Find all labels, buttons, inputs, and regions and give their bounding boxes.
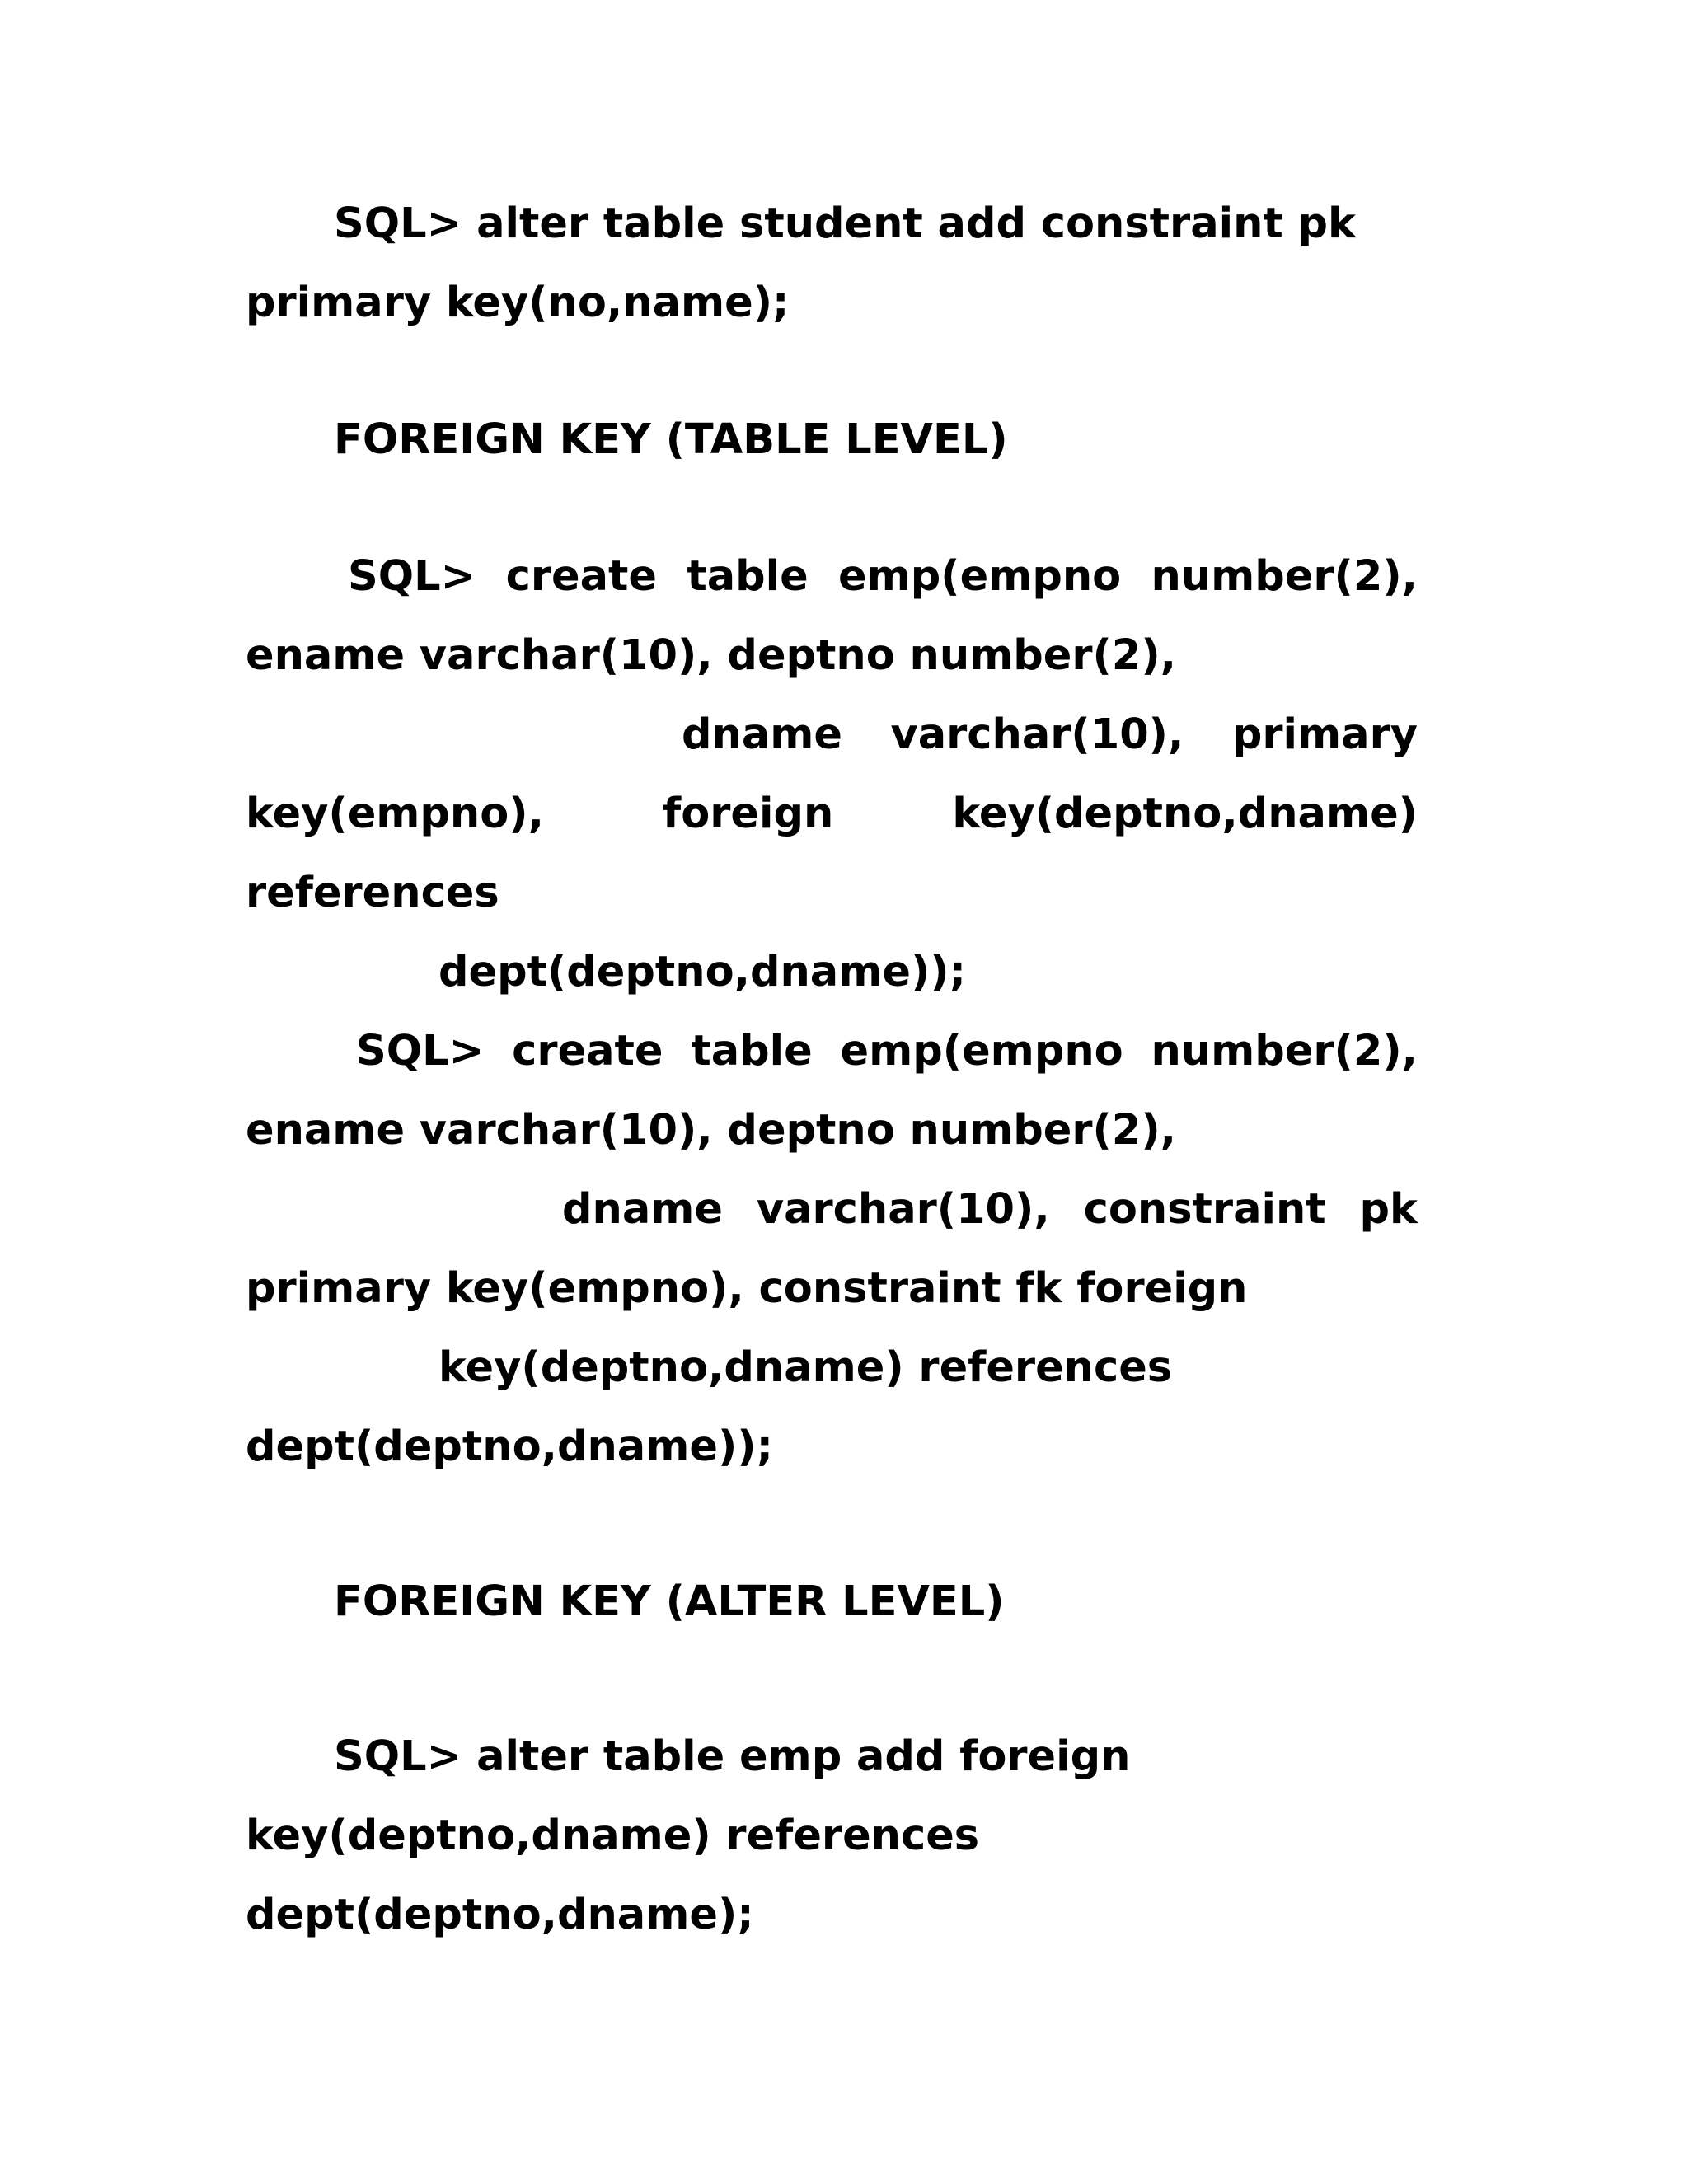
- sql-create-emp-2-line-1: [356, 1025, 1418, 1078]
- word: table: [687, 552, 809, 601]
- sql-create-emp-2-line-6: dept(deptno,dname));: [246, 1422, 773, 1471]
- word: foreign: [663, 790, 834, 838]
- word: constraint: [1083, 1185, 1326, 1234]
- word: varchar(10),: [890, 710, 1184, 759]
- sql-alter-student-line-2: primary key(no,name);: [246, 279, 790, 327]
- sql-create-emp-1-line-5: references: [246, 869, 499, 917]
- sql-alter-emp-line-3: dept(deptno,dname);: [246, 1891, 754, 1939]
- word: number(2),: [1151, 1027, 1418, 1076]
- sql-alter-emp-line-1: SQL> alter table emp add foreign: [334, 1732, 1131, 1781]
- word: primary: [1231, 710, 1418, 759]
- word: create: [505, 552, 658, 601]
- word: varchar(10),: [756, 1185, 1050, 1234]
- word: key(deptno,dname): [952, 790, 1418, 838]
- heading-foreign-key-alter-level: FOREIGN KEY (ALTER LEVEL): [334, 1577, 1005, 1626]
- sql-create-emp-1-line-3: [682, 709, 1418, 762]
- word: dname: [682, 710, 842, 759]
- sql-create-emp-2-line-2: ename varchar(10), deptno number(2),: [246, 1106, 1176, 1155]
- sql-create-emp-2-line-3: [562, 1183, 1418, 1236]
- word: key(empno),: [246, 790, 544, 838]
- word: SQL>: [348, 552, 476, 601]
- word: table: [691, 1027, 813, 1076]
- sql-create-emp-2-line-4: primary key(empno), constraint fk foreign: [246, 1264, 1248, 1313]
- word: create: [512, 1027, 663, 1076]
- sql-alter-student-line-1: SQL> alter table student add constraint pk: [334, 199, 1356, 248]
- word: emp(empno: [838, 552, 1122, 601]
- sql-create-emp-1-line-2: ename varchar(10), deptno number(2),: [246, 631, 1176, 680]
- sql-alter-emp-line-2: key(deptno,dname) references: [246, 1811, 980, 1860]
- sql-create-emp-2-line-5: key(deptno,dname) references: [438, 1343, 1173, 1392]
- word: SQL>: [356, 1027, 485, 1076]
- heading-foreign-key-table-level: FOREIGN KEY (TABLE LEVEL): [334, 415, 1008, 464]
- sql-create-emp-1-line-6: dept(deptno,dname));: [438, 948, 966, 996]
- word: pk: [1359, 1185, 1418, 1234]
- word: dname: [562, 1185, 723, 1234]
- word: number(2),: [1151, 552, 1418, 601]
- sql-create-emp-1-line-1: [348, 551, 1418, 603]
- word: emp(empno: [840, 1027, 1123, 1076]
- sql-create-emp-1-line-4: [246, 788, 1418, 841]
